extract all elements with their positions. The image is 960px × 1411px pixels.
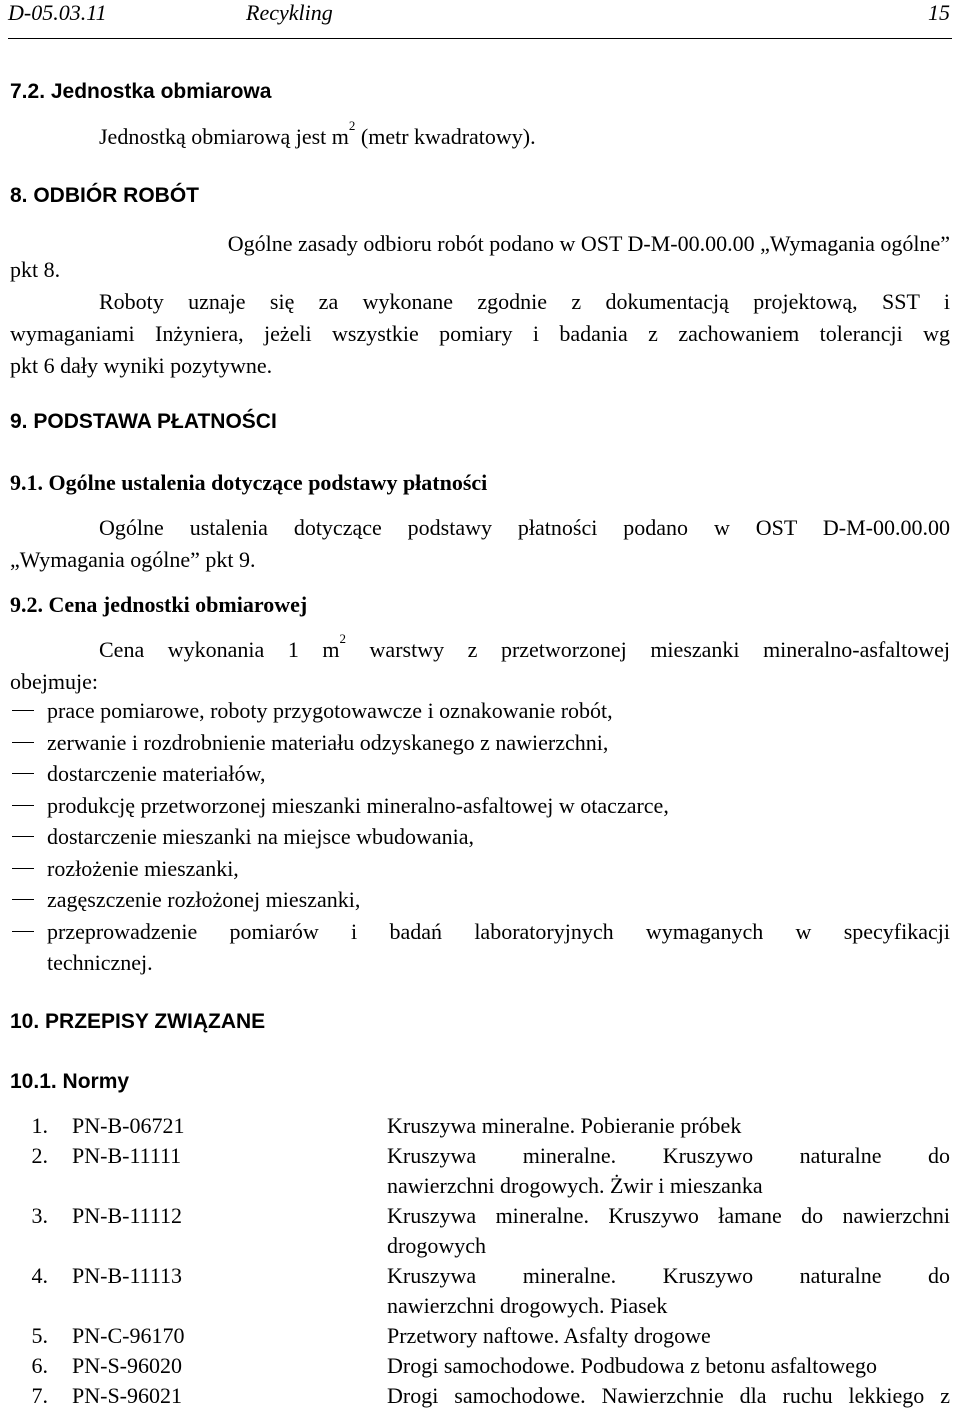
section-8-heading: 8. ODBIÓR ROBÓT xyxy=(10,184,200,207)
header-rule xyxy=(8,38,952,39)
spec-code: D-05.03.11 xyxy=(8,0,107,25)
norm-row: 3. PN-B-11112 Kruszywa mineralne. Kruszywo łamane do nawierzchni drogowych xyxy=(31,1203,950,1258)
list-item: przeprowadzenie pomiarów i badań laboratoryjnych wymaganych w specyfikacji technicznej. xyxy=(10,916,950,979)
section-8-paragraph-2: Roboty uznaje się za wykonane zgodnie z dokumentacją projektową, SST i wymaganiami Inżyniera, jeżeli wszystkie pomiary i badania z zachowaniem tolerancji wg pkt 6 dały wyniki pozytywne. xyxy=(10,289,950,378)
section-7-2-text: Jednostką obmiarową jest $m^2$ (metr kwadratowy). xyxy=(99,118,536,149)
norm-row: 6. PN-S-96020 Drogi samochodowe. Podbudowa z betonu asfaltowego xyxy=(31,1353,878,1378)
section-9-2-intro: Cena wykonania 1 $m^2$ warstwy z przetworzonej mieszanki mineralno-asfaltowej obejmuje: xyxy=(10,631,950,694)
price-scope-list xyxy=(10,695,950,979)
list-item: rozłożenie mieszanki, xyxy=(10,853,950,885)
section-9-1-heading: 9.1. Ogólne ustalenia dotyczące podstawy płatności xyxy=(10,470,488,495)
norm-row: 2. PN-B-11111 Kruszywa mineralne. Kruszywo naturalne do nawierzchni drogowych. Żwir i mieszanka xyxy=(31,1143,950,1198)
norms-list xyxy=(10,1111,950,1411)
norm-row: 1. PN-B-06721 Kruszywa mineralne. Pobieranie próbek xyxy=(31,1113,742,1138)
section-9-2-heading: 9.2. Cena jednostki obmiarowej xyxy=(10,592,308,617)
norm-row: 5. PN-C-96170 Przetwory naftowe. Asfalty drogowe xyxy=(31,1323,711,1348)
section-8-paragraph-1: Ogólne zasady odbioru robót podano w OST D-M-00.00.00 „Wymagania ogólne” pkt 8. xyxy=(10,231,950,282)
section-10-1-heading: 10.1. Normy xyxy=(10,1070,130,1093)
section-7-2-heading: 7.2. Jednostka obmiarowa xyxy=(10,80,272,103)
spec-title: Recykling xyxy=(246,0,333,25)
norm-row: 7. PN-S-96021 Drogi samochodowe. Nawierzchnie dla ruchu lekkiego z xyxy=(31,1383,950,1408)
section-10-heading: 10. PRZEPISY ZWIĄZANE xyxy=(10,1010,266,1033)
page-header xyxy=(8,0,950,30)
section-9-1-text: Ogólne ustalenia dotyczące podstawy płatności podano w OST D-M-00.00.00 „Wymagania ogólne” pkt 9. xyxy=(10,515,950,572)
list-item: zagęszczenie rozłożonej mieszanki, xyxy=(10,884,950,916)
list-item: prace pomiarowe, roboty przygotowawcze i oznakowanie robót, xyxy=(10,695,950,727)
section-9-heading: 9. PODSTAWA PŁATNOŚCI xyxy=(10,410,277,433)
norm-row: 4. PN-B-11113 Kruszywa mineralne. Kruszywo naturalne do nawierzchni drogowych. Piasek xyxy=(31,1263,950,1318)
list-item: dostarczenie mieszanki na miejsce wbudowania, xyxy=(10,821,950,853)
list-item: zerwanie i rozdrobnienie materiału odzyskanego z nawierzchni, xyxy=(10,727,950,759)
list-item: produkcję przetworzonej mieszanki mineralno-asfaltowej w otaczarce, xyxy=(10,790,950,822)
page-number: 15 xyxy=(928,0,950,25)
list-item: dostarczenie materiałów, xyxy=(10,758,950,790)
